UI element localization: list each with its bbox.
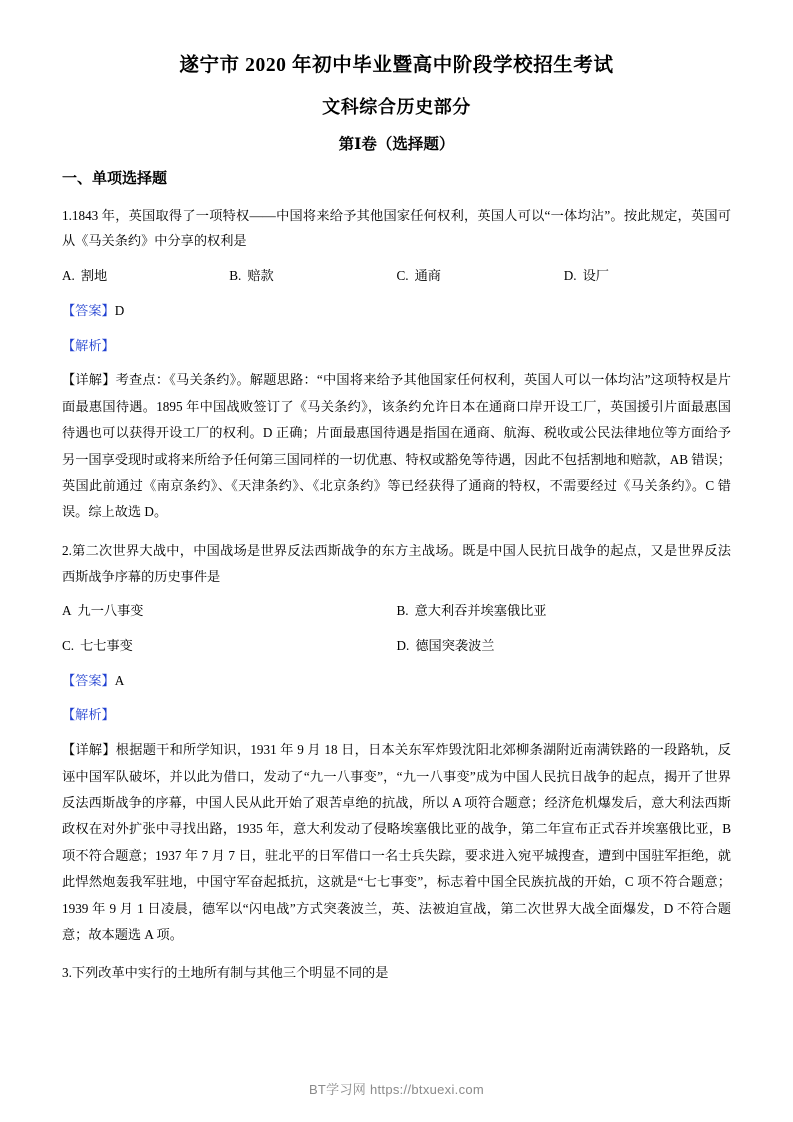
- answer-label: 【答案】: [62, 672, 115, 688]
- answer-line: [62, 668, 731, 694]
- question-stem: 2.第二次世界大战中，中国战场是世界反法西斯战争的东方主战场。既是中国人民抗日战争的起点，又是世界反法西斯战争序幕的历史事件是: [62, 542, 731, 584]
- page-footer: BT学习网 https://btxuexi.com: [308, 1082, 485, 1097]
- page-subtitle: 文科综合历史部分: [322, 97, 471, 118]
- page-title: 遂宁市 2020 年初中毕业暨高中阶段学校招生考试: [179, 55, 614, 76]
- option-c-text: 通商: [414, 268, 441, 284]
- option-b-text: 意大利吞并埃塞俄比亚: [414, 603, 547, 619]
- question-options: [62, 263, 731, 289]
- question-stem: 3.下列改革中实行的土地所有制与其他三个明显不同的是: [62, 965, 389, 981]
- option-a-label: A.: [62, 268, 75, 284]
- option-d-text: 德国突袭波兰: [415, 637, 495, 653]
- answer-line: [62, 298, 731, 324]
- analysis-label: 【解析】: [62, 707, 115, 723]
- option-c[interactable]: [397, 263, 564, 289]
- analysis-detail: 【详解】根据题干和所学知识，1931 年 9 月 18 日，日本关东军炸毁沈阳北郊柳条湖附近南满铁路的一段路轨，反诬中国军队破坏，并以此为借口，发动了“九一八事变”，“九一八事变”成为中国人民抗日战争的起点，揭开了世界反法西斯战争的序幕，中国人民从此开始了艰苦卓绝的抗战，所以 A 项符合题意；经济危机爆发后，意大利法西斯政权在对外扩张中寻找出路，1935 年，意大利发动了侵略埃塞俄比亚的战争，第二年宣布正式吞并埃塞俄比亚，B 项不符合题意；1937 年 7 月 7 日，驻北平的日军借口一名士兵失踪，要求进入宛平城搜查，遭到中国驻军拒绝，就此悍然炮轰我军驻地，中国守军奋起抵抗，这就是“七七事变”，标志着中国全民族抗战的开始，C 项不符合题意；1939 年 9 月 1 日凌晨，德军以“闪电战”方式突袭波兰，英、法被迫宣战，第二次世界大战全面爆发，D 不符合题意；故本题选 A 项。: [62, 742, 731, 943]
- question-options: [62, 633, 731, 659]
- option-a-label: A: [62, 603, 72, 619]
- option-a-text: 割地: [80, 268, 108, 284]
- option-d-label: D.: [563, 268, 577, 284]
- option-a[interactable]: [62, 263, 229, 289]
- analysis-detail: 【详解】考查点：《马关条约》。解题思路：“中国将来给予其他国家任何权利，英国人可以一体均沾”这项特权是片面最惠国待遇。1895 年中国战败签订了《马关条约》，该条约允许日本在通商口岸开设工厂，英国援引片面最惠国待遇也可以获得开设工厂的权利。D 正确；片面最惠国待遇是指国在通商、航海、税收或公民法律地位等方面给予另一国享受现时或将来所给予任何第三国同样的一切优惠、特权或豁免等待遇，因此不包括割地和赔款，AB 错误；英国此前通过《南京条约》、《天津条约》、《北京条约》等已经获得了通商的特权，不需要经过《马关条约》。C 错误。综上故选 D。: [62, 372, 731, 520]
- answer-value: D: [114, 302, 125, 318]
- option-d[interactable]: [564, 263, 731, 289]
- question-block: [62, 960, 731, 986]
- option-d-label: D.: [396, 637, 410, 653]
- section-heading: 一、单项选择题: [62, 171, 168, 188]
- option-a[interactable]: [62, 598, 397, 624]
- option-b[interactable]: [397, 598, 732, 624]
- option-c-label: C.: [396, 268, 409, 284]
- option-b-label: B.: [229, 268, 242, 284]
- question-stem: 1.1843 年，英国取得了一项特权——中国将来给予其他国家任何权利，英国人可以“一体均沾”。按此规定，英国可从《马关条约》中分享的权利是: [62, 207, 731, 249]
- option-d-text: 设厂: [582, 268, 609, 284]
- paper-part-title: 第Ⅰ卷（选择题）: [338, 136, 455, 154]
- option-b[interactable]: [229, 263, 396, 289]
- option-b-text: 赔款: [247, 268, 274, 284]
- answer-label: 【答案】: [62, 302, 115, 318]
- question-block: [62, 203, 731, 526]
- question-block: [62, 538, 731, 949]
- option-c-label: C.: [62, 637, 75, 653]
- answer-value: A: [114, 672, 125, 688]
- option-b-label: B.: [396, 603, 409, 619]
- option-d[interactable]: [397, 633, 732, 659]
- question-options: [62, 598, 731, 624]
- option-a-text: 九一八事变: [77, 603, 144, 619]
- analysis-label: 【解析】: [62, 337, 115, 353]
- option-c-text: 七七事变: [80, 637, 133, 653]
- option-c[interactable]: [62, 633, 397, 659]
